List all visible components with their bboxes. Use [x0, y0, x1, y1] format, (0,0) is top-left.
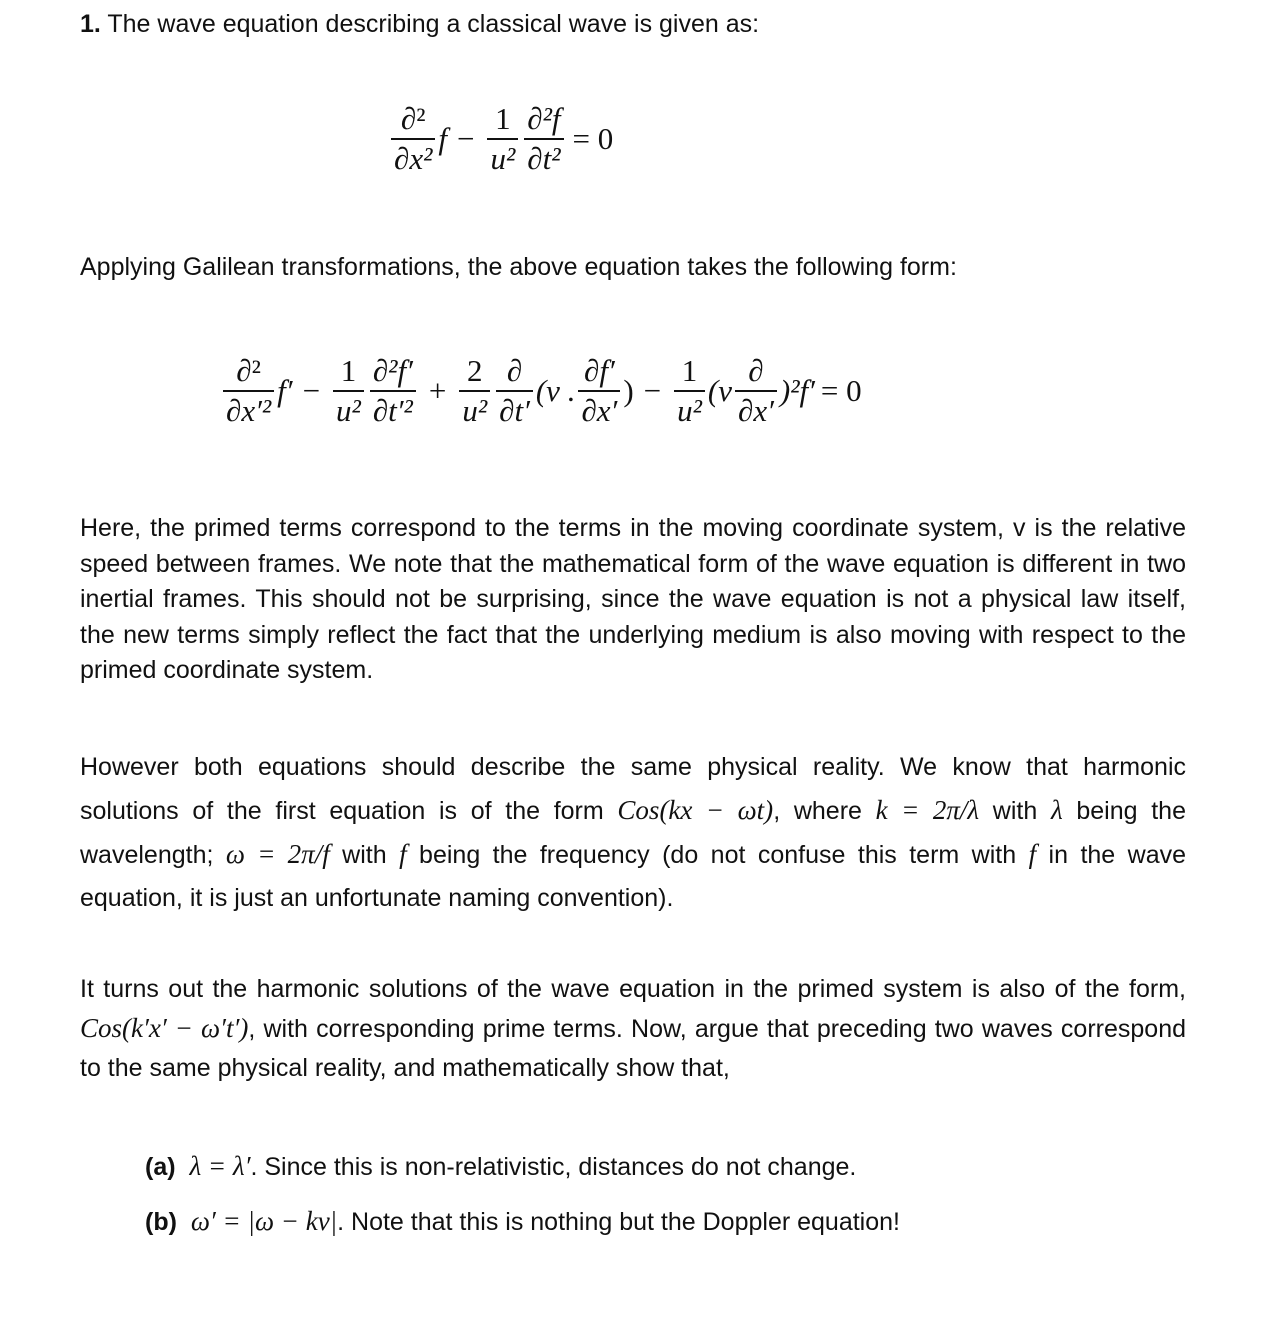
part-a	[145, 1148, 856, 1185]
minus-sign-2: −	[643, 373, 662, 408]
math-omega-def: ω = 2π/f	[225, 839, 330, 869]
fraction-d2fp-dtp2: $\frac{\text{∂²f′}}{\text{∂t′²}}$	[370, 352, 416, 430]
fraction-dfp-dxp: $\frac{\partial f'}{\partial x'}$	[578, 352, 620, 430]
fraction-d-dxp: $\frac{\partial}{\partial x'}$	[735, 352, 777, 430]
fraction-d2-dxp2: $\frac{\text{∂²}}{\text{∂x′²}}$	[223, 352, 274, 430]
minus-sign-1: −	[302, 373, 321, 408]
problem-intro	[80, 6, 1186, 42]
plus-sign: +	[428, 373, 447, 408]
fraction-1-u2-a: $\frac{1}{\text{u²}}$	[333, 352, 364, 430]
symbol-f-prime: f′	[277, 373, 293, 408]
math-cos-primed: Cos(k′x′ − ω′t′)	[80, 1013, 249, 1043]
minus-sign: −	[457, 121, 475, 156]
transformed-wave-equation	[220, 352, 862, 430]
part-a-label: (a)	[145, 1153, 176, 1181]
fraction-1-u2-b: $\frac{1}{\text{u²}}$	[674, 352, 705, 430]
part-b-label: (b)	[145, 1208, 177, 1236]
primed-paragraph: Here, the primed terms correspond to the terms in the moving coordinate system, v is the relative speed between frames. We note that the mathematical form of the wave equation is different in two inertial frames. This should not be surprising, since the wave equation is not a physical law itself, the new terms simply reflect the fact that the underlying medium is also moving with respect to the primed coordinate system.	[80, 514, 1186, 684]
paren-close: )	[623, 373, 634, 408]
paren-v-dot: (v .	[535, 373, 576, 408]
symbol-f: f	[438, 121, 447, 156]
equals-zero: = 0	[572, 121, 614, 156]
math-f-2: f	[1028, 839, 1037, 869]
part-a-math: λ = λ′	[189, 1151, 251, 1181]
fraction-d2f-dt2: $\frac{\text{∂²f}}{\text{∂t²}}$	[524, 100, 563, 178]
fraction-2-u2: $\frac{2}{\text{u²}}$	[459, 352, 490, 430]
galilean-text: Applying Galilean transformations, the above equation takes the following form:	[80, 253, 957, 281]
math-lambda: λ	[1050, 795, 1063, 825]
math-cos-kx-wt: Cos(kx − ωt)	[617, 795, 774, 825]
primed-solution-paragraph: It turns out the harmonic solutions of the wave equation in the primed system is also of the form, Cos(k′x′ − ω′t′), with corresponding prime terms. Now, argue that preceding two waves correspond to the same physical reality, and mathematically show that,	[80, 975, 1186, 1082]
fraction-d2-dx2: $\frac{\text{∂²}}{\text{∂x²}}$	[391, 100, 435, 178]
wave-equation	[388, 100, 613, 178]
fraction-1-u2: $\frac{1}{\text{u²}}$	[487, 100, 518, 178]
part-b-text: . Note that this is nothing but the Doppler equation!	[337, 1208, 900, 1236]
harmonic-paragraph: However both equations should describe the same physical reality. We know that harmonic solutions of the first equation is of the form Cos(kx − ωt), where k = 2π/λ with λ being the wavelength; ω = 2π/f with f being the frequency (do not confuse this term with f in the wave equation, it is just an unfortunate naming convention).	[80, 753, 1187, 912]
part-b-math: ω′ = |ω − kv|	[190, 1206, 338, 1236]
math-f-1: f	[399, 839, 407, 869]
paren-squared-fp: )²f′	[779, 373, 815, 408]
problem-number: 1.	[80, 10, 101, 38]
part-b	[145, 1203, 900, 1240]
equals-zero-2: = 0	[820, 373, 862, 408]
part-a-text: . Since this is non-relativistic, distances do not change.	[250, 1153, 857, 1181]
paren-v: (v	[707, 373, 733, 408]
math-k-def: k = 2π/λ	[875, 795, 980, 825]
fraction-d-dtp: $\frac{\partial}{\partial t'}$	[496, 352, 533, 430]
intro-text: The wave equation describing a classical wave is given as:	[107, 10, 760, 38]
